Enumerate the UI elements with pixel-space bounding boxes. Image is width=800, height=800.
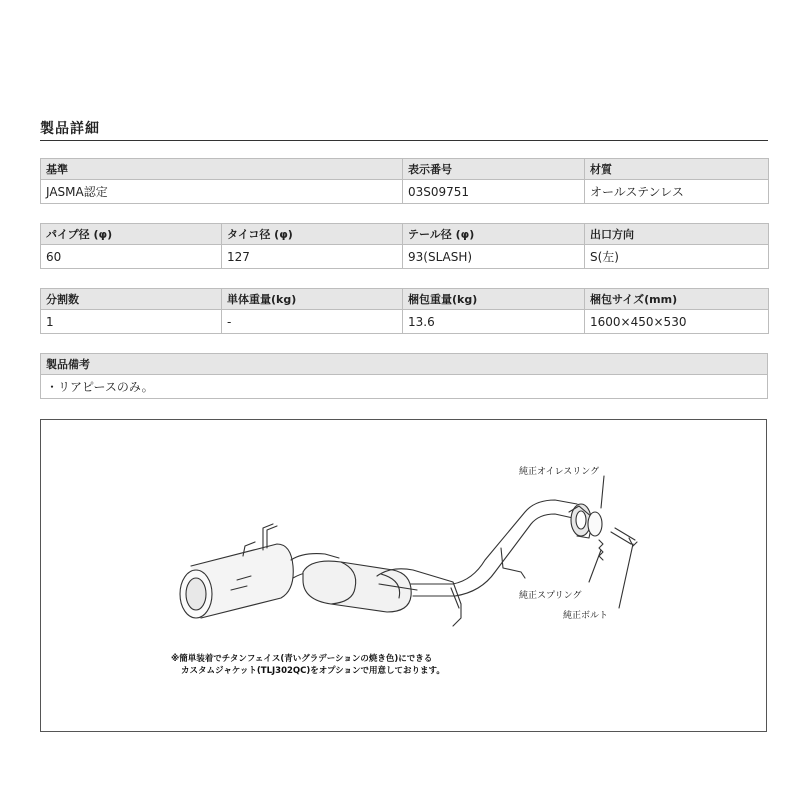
value-material: オールステンレス <box>585 180 769 204</box>
muffler-illustration <box>41 420 766 731</box>
header-muffler-diameter: タイコ径 (φ) <box>222 224 403 245</box>
oil-ring <box>588 512 602 536</box>
header-package-weight: 梱包重量(kg) <box>403 289 585 310</box>
front-pipe <box>411 500 577 596</box>
spring-leader-line <box>589 550 601 582</box>
header-package-size: 梱包サイズ(mm) <box>585 289 769 310</box>
value-standard: JASMA認定 <box>41 180 403 204</box>
callout-oil-ring: 純正オイレスリング <box>519 467 600 477</box>
value-tail-diameter: 93(SLASH) <box>403 245 585 269</box>
bolt <box>611 528 637 546</box>
header-standard: 基準 <box>41 159 403 180</box>
header-material: 材質 <box>585 159 769 180</box>
table-header-row <box>41 224 769 245</box>
spec-table-dimensions <box>40 223 769 269</box>
value-pipe-diameter: 60 <box>41 245 222 269</box>
section-divider <box>40 140 768 141</box>
table-header-row <box>41 354 768 375</box>
header-pieces: 分割数 <box>41 289 222 310</box>
header-remarks: 製品備考 <box>41 354 768 375</box>
value-remarks: ・リアピースのみ。 <box>41 375 768 399</box>
spec-table-weights <box>40 288 769 334</box>
table-row <box>41 375 768 399</box>
ring-leader-line <box>601 476 604 508</box>
option-note-line-1: ※簡単装着でチタンフェイス(青いグラデーションの焼き色)にできる <box>171 654 433 664</box>
exhaust-diagram <box>40 419 767 732</box>
value-package-size: 1600×450×530 <box>585 310 769 334</box>
table-header-row <box>41 159 769 180</box>
option-note-line-2: カスタムジャケット(TLJ302QC)をオプションで用意しております。 <box>181 666 445 676</box>
value-muffler-diameter: 127 <box>222 245 403 269</box>
callout-bolt: 純正ボルト <box>563 611 609 621</box>
bolt-leader-line <box>619 544 633 608</box>
table-row <box>41 245 769 269</box>
header-pipe-diameter: パイプ径 (φ) <box>41 224 222 245</box>
spec-table-standard <box>40 158 769 204</box>
value-display-number: 03S09751 <box>403 180 585 204</box>
value-package-weight: 13.6 <box>403 310 585 334</box>
header-exit-direction: 出口方向 <box>585 224 769 245</box>
value-exit-direction: S(左) <box>585 245 769 269</box>
table-row <box>41 180 769 204</box>
table-row <box>41 310 769 334</box>
table-header-row <box>41 289 769 310</box>
header-unit-weight: 単体重量(kg) <box>222 289 403 310</box>
callout-spring: 純正スプリング <box>519 591 582 601</box>
value-pieces: 1 <box>41 310 222 334</box>
section-title: 製品詳細 <box>40 121 100 137</box>
header-display-number: 表示番号 <box>403 159 585 180</box>
product-remarks-table <box>40 353 768 399</box>
value-unit-weight: - <box>222 310 403 334</box>
header-tail-diameter: テール径 (φ) <box>403 224 585 245</box>
option-note <box>171 653 445 677</box>
